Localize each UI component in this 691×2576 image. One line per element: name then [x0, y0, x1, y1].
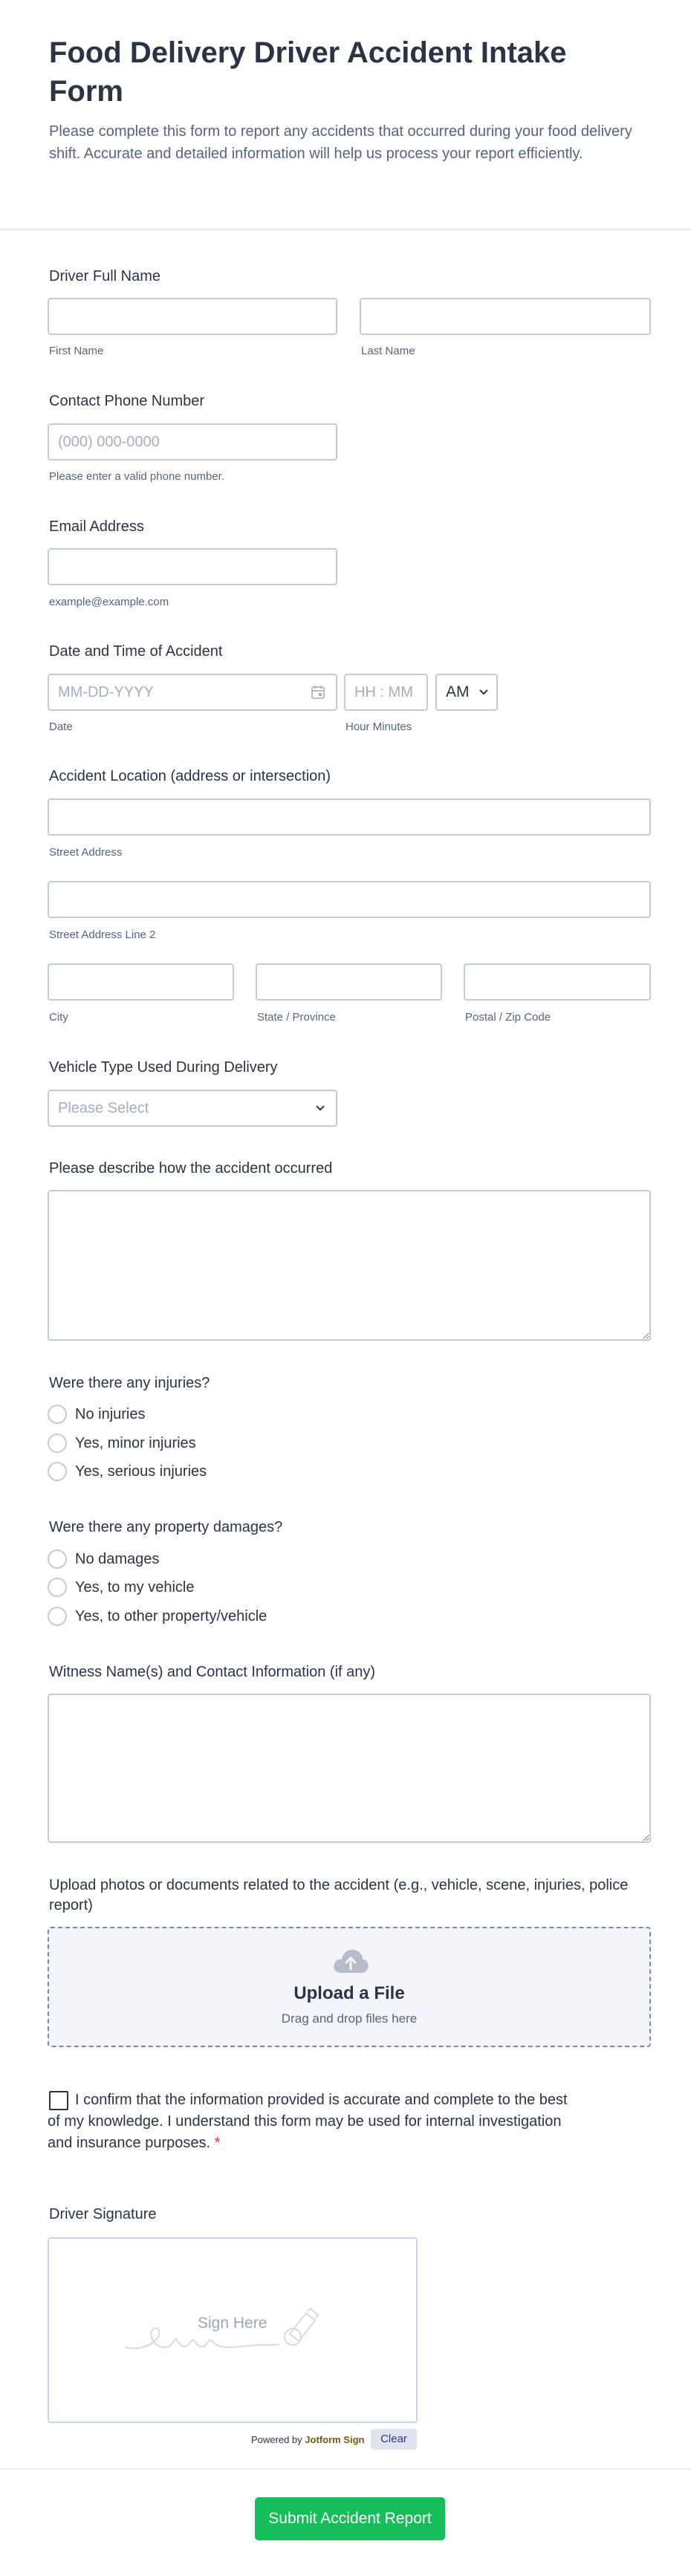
upload-dropzone[interactable] [48, 1927, 651, 2047]
first-name-sublabel: First Name [49, 345, 104, 357]
radio-no-injuries-label[interactable]: No injuries [75, 1406, 146, 1422]
street-address-sublabel: Street Address [49, 846, 123, 859]
email-sublabel: example@example.com [49, 596, 169, 608]
ampm-select[interactable] [435, 674, 498, 711]
upload-title: Upload a File [293, 1983, 405, 2003]
datetime-label: Date and Time of Accident [49, 643, 223, 660]
phone-sublabel: Please enter a valid phone number. [49, 470, 224, 483]
header-divider [0, 229, 691, 230]
consent-label: I confirm that the information provided is accurate and complete to the best of my knowledge. I understand this form may be used for internal investigation and insurance purposes. [48, 2092, 568, 2151]
city-input[interactable] [48, 963, 234, 1001]
location-label: Accident Location (address or intersection) [49, 768, 331, 784]
powered-by [251, 2434, 364, 2445]
chevron-down-icon [478, 687, 489, 701]
witness-textarea[interactable] [48, 1694, 651, 1843]
last-name-sublabel: Last Name [361, 345, 415, 357]
upload-subtitle: Drag and drop files here [281, 2011, 418, 2026]
vehicle-select[interactable] [48, 1090, 337, 1127]
footer-divider [0, 2468, 691, 2470]
cloud-upload-icon [332, 1948, 369, 1978]
damages-label: Were there any property damages? [49, 1519, 283, 1535]
vehicle-placeholder: Please Select [58, 1100, 149, 1116]
zip-sublabel: Postal / Zip Code [465, 1011, 551, 1024]
injuries-label: Were there any injuries? [49, 1375, 210, 1391]
powered-brand: Jotform Sign [305, 2434, 365, 2445]
street-address2-sublabel: Street Address Line 2 [49, 928, 156, 941]
zip-input[interactable] [464, 963, 651, 1001]
name-label: Driver Full Name [49, 268, 161, 284]
radio-damage-my-vehicle-label[interactable]: Yes, to my vehicle [75, 1579, 195, 1596]
form-title: Food Delivery Driver Accident Intake Form [49, 36, 567, 108]
radio-minor-injuries[interactable] [48, 1434, 67, 1453]
clear-signature-button[interactable]: Clear [371, 2429, 417, 2450]
first-name-input[interactable] [48, 298, 337, 335]
state-input[interactable] [256, 963, 442, 1001]
date-placeholder: MM-DD-YYYY [58, 684, 154, 700]
signature-pad[interactable] [48, 2237, 418, 2423]
radio-minor-injuries-label[interactable]: Yes, minor injuries [75, 1435, 196, 1451]
time-input[interactable] [344, 674, 428, 711]
city-sublabel: City [49, 1011, 68, 1024]
radio-no-injuries[interactable] [48, 1405, 67, 1424]
witness-label: Witness Name(s) and Contact Information (if any) [49, 1664, 376, 1680]
last-name-input[interactable] [360, 298, 651, 335]
radio-serious-injuries-label[interactable]: Yes, serious injuries [75, 1463, 207, 1480]
radio-damage-other-label[interactable]: Yes, to other property/vehicle [75, 1608, 267, 1624]
calendar-icon[interactable] [311, 685, 325, 703]
radio-serious-injuries[interactable] [48, 1462, 67, 1481]
submit-button[interactable]: Submit Accident Report [255, 2497, 445, 2540]
describe-label: Please describe how the accident occurred [49, 1160, 333, 1177]
time-placeholder: HH : MM [354, 684, 413, 700]
upload-label: Upload photos or documents related to the accident (e.g., vehicle, scene, injuries, police report) [49, 1877, 629, 1913]
radio-no-damages-label[interactable]: No damages [75, 1551, 160, 1567]
consent-text[interactable] [48, 2089, 583, 2154]
signature-label: Driver Signature [49, 2206, 157, 2222]
powered-prefix: Powered by [251, 2434, 302, 2445]
date-sublabel: Date [49, 721, 73, 733]
sign-here-placeholder: Sign Here [198, 2315, 267, 2332]
phone-input[interactable] [48, 423, 337, 461]
date-input[interactable] [48, 674, 337, 711]
describe-textarea[interactable] [48, 1190, 651, 1341]
ampm-value: AM [446, 683, 470, 700]
street-address-input[interactable] [48, 799, 651, 836]
chevron-down-icon [315, 1103, 325, 1117]
radio-damage-my-vehicle[interactable] [48, 1578, 67, 1597]
form-description: Please complete this form to report any accidents that occurred during your food delivery shift. Accurate and detailed information will help us process your report efficiently. [49, 123, 632, 162]
radio-damage-other[interactable] [48, 1607, 67, 1626]
email-input[interactable] [48, 548, 337, 585]
street-address2-input[interactable] [48, 881, 651, 918]
phone-label: Contact Phone Number [49, 393, 205, 409]
vehicle-label: Vehicle Type Used During Delivery [49, 1059, 278, 1076]
phone-placeholder: (000) 000-0000 [58, 434, 160, 450]
state-sublabel: State / Province [257, 1011, 336, 1024]
required-mark: * [214, 2135, 221, 2151]
email-label: Email Address [49, 518, 144, 535]
radio-no-damages[interactable] [48, 1549, 67, 1569]
time-sublabel: Hour Minutes [346, 721, 412, 733]
